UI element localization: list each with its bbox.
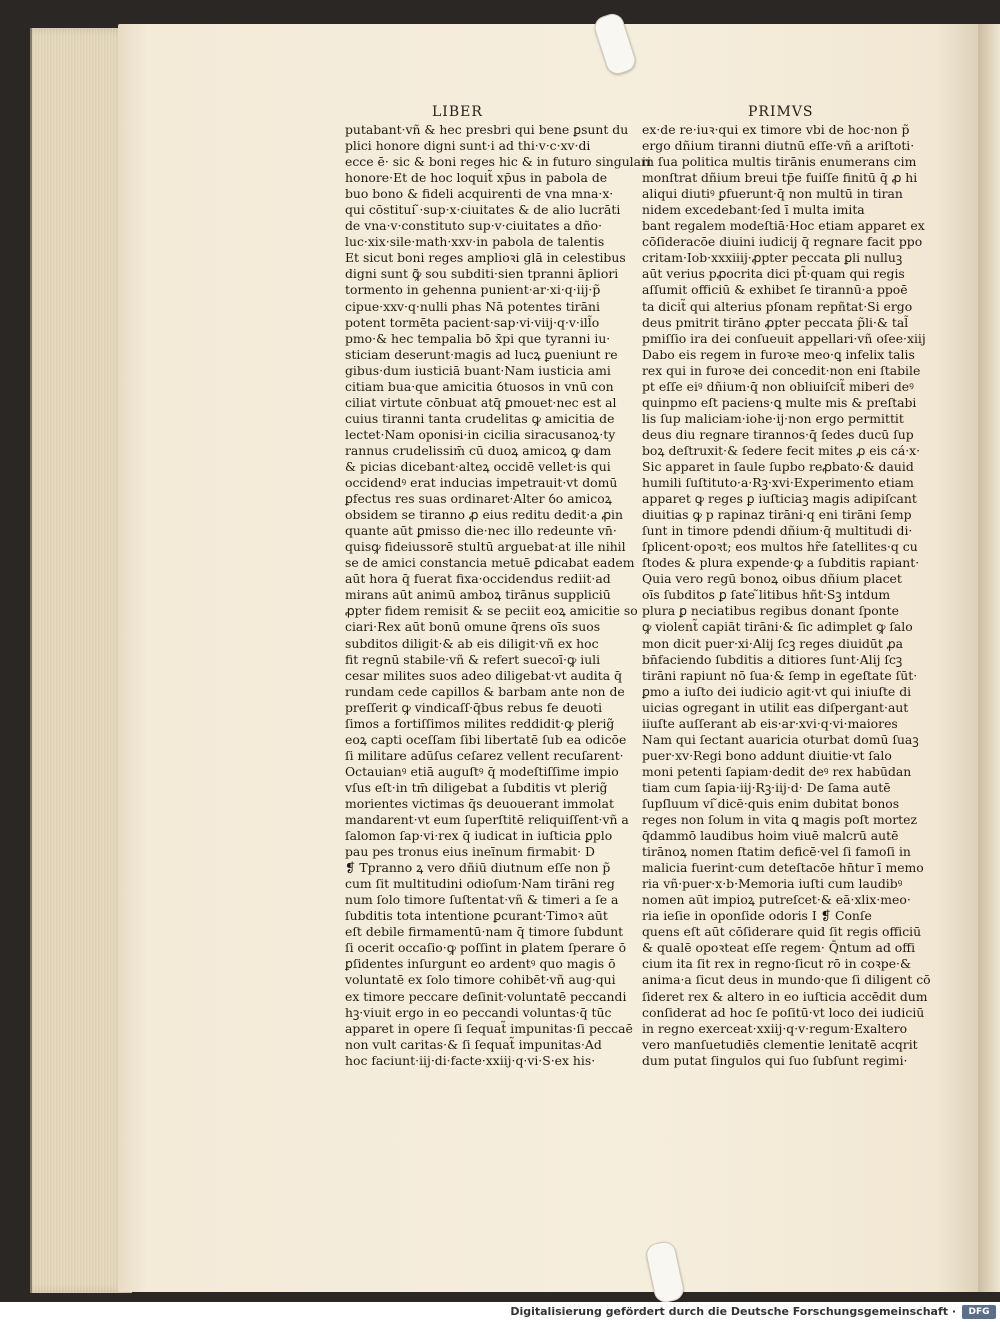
- text-line: morientes victimas q̄s deuouerant immolat: [345, 795, 615, 811]
- text-line: diuitias ꝙ p rapinaz tirāni·q eni tirāni ſemp: [642, 507, 912, 523]
- text-line: malicia fuerint·cum deteſtacōe hn̄tur ī memo: [642, 860, 924, 876]
- text-line: pmiſſio ira dei conſueuit appellari·vñ oſee·xiij: [642, 330, 926, 346]
- text-line: ſideret rex & altero in eo iuſticia accēdit dum: [642, 988, 928, 1004]
- text-line: putabant·vñ & hec presbri qui bene ꝑsunt du: [345, 122, 629, 137]
- text-line: rannus crudelissim̄ cū duoꝝ amicoꝝ ꝙ dam: [345, 442, 612, 458]
- text-line: apparet ꝙ reges ꝑ iuſticiaꝫ magis adipiſcant: [642, 491, 917, 507]
- text-line: ex timore peccare deſinit·voluntatē peccandi: [345, 988, 627, 1004]
- text-line: ſplicent·opoꝛt; eos multos hr̃e ſatellites·q cu: [642, 539, 918, 555]
- text-line: quisꝙ fideiussorē stultū arguebat·at ille nihil: [345, 539, 626, 555]
- text-line: honore·Et de hoc loquit̃ xp̄us in pabola de: [345, 170, 608, 186]
- text-line: rundam cede capillos & barbam ante non de: [345, 683, 625, 699]
- text-line: boꝝ deſtruxit·& ſedere fecit mites ꝓ eis cá·x·: [642, 442, 921, 458]
- text-line: num ſolo timore ſuſtentat·vñ & timeri a ſe a: [345, 892, 619, 908]
- text-line: iiuſte auſſerant ab eis·ar·xvi·q·vi·maiores: [642, 715, 898, 731]
- text-line: Quia vero regū bonoꝝ oibus dñium placet: [642, 571, 902, 587]
- text-line: subditos diligit·& ab eis diligit·vñ ex hoc: [345, 635, 599, 651]
- text-line: cuius tiranni tanta crudelitas ꝙ amicitia de: [345, 410, 615, 426]
- text-line: luc·xix·sile·math·xxv·in pabola de talentis: [345, 234, 605, 250]
- text-line: Nam qui ſectant auaricia oturbat domū ſuaꝫ: [642, 731, 919, 747]
- text-line: critam·Iob·xxxiiij·ꝓpter peccata ꝑli nulluꝫ: [642, 250, 903, 266]
- text-line: bant regalem modeſtiā·Hoc etiam apparet ex: [642, 218, 925, 234]
- text-line: ꝑſidentes inſurgunt eo ardentꝰ quo magis ō: [345, 956, 616, 972]
- text-line: sticiam deserunt·magis ad lucꝝ ꝑueniunt re: [345, 346, 618, 362]
- text-line: tirānoꝝ nomen ſtatim deficē·vel ſi famoſi in: [642, 844, 911, 860]
- text-line: mirans aūt animū amboꝝ tirānus suppliciū: [345, 587, 611, 603]
- text-line: tormento in gehenna punient·ar·xi·q·iij·p̃: [345, 282, 601, 298]
- text-line: rex qui in furoꝛe dei concedit·non eni ſtabile: [642, 362, 921, 378]
- text-line: buo bono & fideli acquirenti de vna mna·x·: [345, 186, 614, 202]
- text-line: hoc faciunt·iij·di·facte·xxiij·q·vi·S·ex his·: [345, 1052, 596, 1068]
- text-line: aliqui diutiꝰ ꝑfuerunt·q̄ non multū in tiran: [642, 186, 903, 202]
- text-line: reges non ſolum in vita ꝗ magis poſt mortez: [642, 812, 918, 828]
- text-line: mandarent·vt eum ſuperſtitē reliquiſſent·vñ a: [345, 812, 629, 828]
- text-line: humili ſuſtituto·a·Rꝫ·xvi·Experimento etiam: [642, 475, 914, 491]
- text-line: occidendꝰ erat inducias impetrauit·vt domū: [345, 475, 618, 491]
- text-line: bn̄faciendo ſubditis a ditiores ſunt·Alij ſcꝫ: [642, 651, 903, 667]
- text-line: in ſua politica multis tirānis enumerans cim: [642, 154, 917, 170]
- text-line: ſunt in timore pdendi dñium·q̄ multitudi di·: [642, 523, 913, 539]
- text-line: mon dicit puer·xi·Alij ſcꝫ reges diuidūt ꝓa: [642, 635, 904, 651]
- text-line: oīs ſubditos ꝑ ſate ̃litibus hñt·Sꝫ intdum: [642, 587, 891, 603]
- text-line: quinpmo eſt paciens·ꝗ multe mis & preſtabi: [642, 394, 917, 410]
- text-line: lectet·Nam oponisi·in cicilia siracusanoꝝ·ty: [345, 426, 616, 442]
- text-line: lis ſup maliciam·iohe·ij·non ergo permittit: [642, 410, 904, 426]
- text-line: ꝑfectus res suas ordinaret·Alter ỽo amicoꝝ: [345, 491, 612, 507]
- text-line: potent tormēta pacient·sap·vi·viij·q·v·ill̃o: [345, 314, 600, 330]
- text-line: ꝙ violent̃ capiāt tirāni·& ſic adimplet ꝙ ſalo: [642, 619, 913, 635]
- text-line: fit regnū stabile·vñ & refert suecoī·ꝙ iuli: [345, 651, 601, 667]
- text-line: pau pes tronus eius ineīnum firmabit· D: [345, 844, 595, 860]
- text-line: quens eſt aūt cōſiderare quid ſit regis officiū: [642, 924, 922, 940]
- text-line: se de amici constancia metuē ꝑdicabat eadem: [345, 555, 635, 571]
- text-line: ſupſluum vi ̃dicē·quis enim dubitat bonos: [642, 795, 900, 811]
- text-line: Sic apparet in ſaule ſupbo reꝓbato·& dauid: [642, 458, 914, 474]
- text-line: in regno exerceat·xxiij·q·v·regum·Exaltero: [642, 1020, 908, 1036]
- text-line: & picias dicebant·alteꝝ occidē vellet·is qui: [345, 458, 611, 474]
- text-line: digni sunt ꝙ̃ sou subditi·sien tpranni āpliori: [345, 266, 619, 282]
- text-line: tirāni rapiunt nō ſua·& ſemp in egeſtate ſūt·: [642, 667, 918, 683]
- text-line: aūt verius pꝓocrita dici pt̃·quam qui regis: [642, 266, 905, 282]
- text-line: cesar milites suos adeo diligebat·vt audita q̄: [345, 667, 623, 683]
- footer-bar: [0, 1302, 1000, 1322]
- text-line: uicias ogregant in utilit eas diſpergant·aut: [642, 699, 909, 715]
- text-line: ſi ocerit occaſio·ꝙ poſſint in ꝑlatem ſperare ō: [345, 940, 627, 956]
- text-line: ex·de re·iuꝛ·qui ex timore vbi de hoc·non p̃: [642, 122, 910, 137]
- text-line: aſſumit officiū & exhibet ſe tirannū·a ppoē: [642, 282, 908, 298]
- dfg-logo: DFG: [962, 1305, 996, 1319]
- right-page-edge: [978, 24, 1000, 1292]
- text-line: anima·a ſicut deus in mundo·que ſi diligent cō: [642, 972, 931, 988]
- text-line: pmo·& hec tempalia bō x̄pi que tyranni iu·: [345, 330, 611, 346]
- text-line: non vult caritas·& ſi ſequat̃ impunitas·Ad: [345, 1036, 602, 1052]
- text-line: cōſideracōe diuini iudicij q̄ regnare facit ppo: [642, 234, 923, 250]
- text-line: deus pmitrit tirāno ꝓpter peccata p̃li·& tal̃: [642, 314, 909, 330]
- text-line: q̄dammō laudibus hoim viuē malcrū autē: [642, 828, 899, 844]
- text-line: ecce ē· sic & boni reges hic & in futuro singulari: [345, 154, 651, 170]
- text-line: citiam bua·que amicitia ỽtuosos in vnū con: [345, 378, 614, 394]
- text-line: obsidem se tiranno ꝓ eius reditu dedit·a ꝓin: [345, 507, 624, 523]
- text-line: ſubditis tota intentione ꝑcurant·Timoꝛ aūt: [345, 908, 608, 924]
- text-line: hꝫ·viuit ergo in eo peccandi voluntas·q̄ tūc: [345, 1004, 612, 1020]
- text-line: tiam cum ſapia·iij·Rꝫ·iij·d· De ſama autē: [642, 779, 891, 795]
- text-line: eſt debile firmamentū·nam q̄ timore ſubdunt: [345, 924, 624, 940]
- text-line: ciari·Rex aūt bonū omune q̄rens oīs suos: [345, 619, 601, 635]
- text-line: cium ita ſit rex in regno·ſicut rō in coꝛpe·&: [642, 956, 912, 972]
- text-line: monſtrat dñium breui tp̄e fuiſſe finitū q̄ ꝓ hi: [642, 170, 918, 186]
- text-line: ſimos a fortiſſimos milites reddidit·ꝙ plerig̃: [345, 715, 615, 731]
- text-line: Et sicut boni reges amplioꝛi glā in celestibus: [345, 250, 626, 266]
- text-line: conſiderat ad hoc ſe poſitū·vt loco dei iudiciū: [642, 1004, 925, 1020]
- text-line: vſus eſt·in tm̄ diligebat a ſubditis vt plerig̃: [345, 779, 608, 795]
- text-line: & qualē opoꝛteat eſſe regem· Q̄ntum ad offi: [642, 940, 916, 956]
- text-line: moni petenti ſapiam·dedit deꝰ rex habūdan: [642, 763, 912, 779]
- text-line: ta dicit̃ qui alterius pſonam repñtat·Si ergo: [642, 298, 913, 314]
- text-column-left: [345, 122, 651, 1069]
- text-line: cum ſit multitudini odioſum·Nam tirāni reg: [345, 876, 615, 892]
- text-line: ergo dñium tiranni diutnū eſſe·vñ a ariſtoti·: [642, 138, 915, 154]
- text-line: ria vñ·puer·x·b·Memoria iuſti cum laudibꝰ: [642, 876, 903, 892]
- footer-credit: Digitalisierung gefördert durch die Deutsche Forschungsgemeinschaft ·: [510, 1305, 956, 1318]
- text-line: ria ieſie in oponſide odoris I ❡ Conſe: [642, 908, 872, 924]
- text-line: dum putat ſingulos qui ſuo ſubſunt regimi·: [642, 1052, 908, 1068]
- text-line: cipue·xxv·q·nulli phas Nā potentes tirāni: [345, 298, 600, 314]
- text-line: puer·xv·Regi bono addunt diuitie·vt ſalo: [642, 747, 892, 763]
- text-line: gibus·dum iusticiā buant·Nam iusticia ami: [345, 362, 611, 378]
- text-line: quante aūt ꝑmisso die·nec illo redeunte vn̄·: [345, 523, 617, 539]
- text-line: aūt hora q̄ fuerat fixa·occidendus rediit·ad: [345, 571, 611, 587]
- text-line: nidem excedebant·ſed ī multa imita: [642, 202, 865, 218]
- text-line: voluntatē ex ſolo timore cohibēt·vñ aug·qui: [345, 972, 616, 988]
- text-line: eoꝝ capti oceſſam ſibi libertatē ſub ea odicōe: [345, 731, 627, 747]
- running-head-right: PRIMVS: [748, 104, 814, 120]
- text-line: ſtodes & plura expende·ꝙ a ſubditis rapiant·: [642, 555, 920, 571]
- text-line: pt eſſe eiꝰ dñium·q̄ non obliuiſcit̃ miberi deꝰ: [642, 378, 914, 394]
- text-line: Octauianꝰ etiā auguſtꝰ q̄ modeſtiſſime impio: [345, 763, 619, 779]
- text-line: nomen aūt impioꝝ putreſcet·& eā·xlix·meo·: [642, 892, 911, 908]
- text-line: ꝑmo a iuſto dei iudicio agit·vt qui iniuſte di: [642, 683, 912, 699]
- text-line: ciliat virtute cōnbuat atq̄ ꝑmouet·nec est al: [345, 394, 617, 410]
- text-line: preſſerit ꝙ vindicaſſ·q̄bus rebus fe deuoti: [345, 699, 603, 715]
- book-page-edges: [30, 28, 132, 1293]
- text-line: Dabo eis regem in furoꝛe meo·ꝗ infelix talis: [642, 346, 915, 362]
- text-line: plici honore digni sunt·i ad thi·v·c·xv·di: [345, 138, 591, 154]
- text-line: plura ꝑ neciatibus regibus donant ſponte: [642, 603, 899, 619]
- text-line: ſalomon ſap·vi·rex q̄ iudicat in iuſticia ꝑplo: [345, 828, 613, 844]
- text-line: apparet in opere ſi ſequat̃ impunitas·ſi peccaē: [345, 1020, 633, 1036]
- text-line: ❡ Tpranno ꝝ vero dñiū diutnum eſſe non p̃: [345, 860, 611, 876]
- text-line: deus diu regnare tirannos·q̄ ſedes ducū ſup: [642, 426, 914, 442]
- text-line: ſi militare adūſus ceſarez vellent recuſarent·: [345, 747, 624, 763]
- text-line: vero manſuetudiēs clementie lenitatē acqrit: [642, 1036, 918, 1052]
- text-line: de vna·v·constituto sup·v·ciuitates a dño·: [345, 218, 603, 234]
- text-line: qui cōstitui ̃·sup·x·ciuitates & de alio lucrāti: [345, 202, 621, 218]
- text-column-right: [642, 122, 932, 1069]
- text-line: ꝓpter fidem remisit & se peciit eoꝝ amicitie so: [345, 603, 638, 619]
- running-head-left: LIBER: [432, 104, 483, 120]
